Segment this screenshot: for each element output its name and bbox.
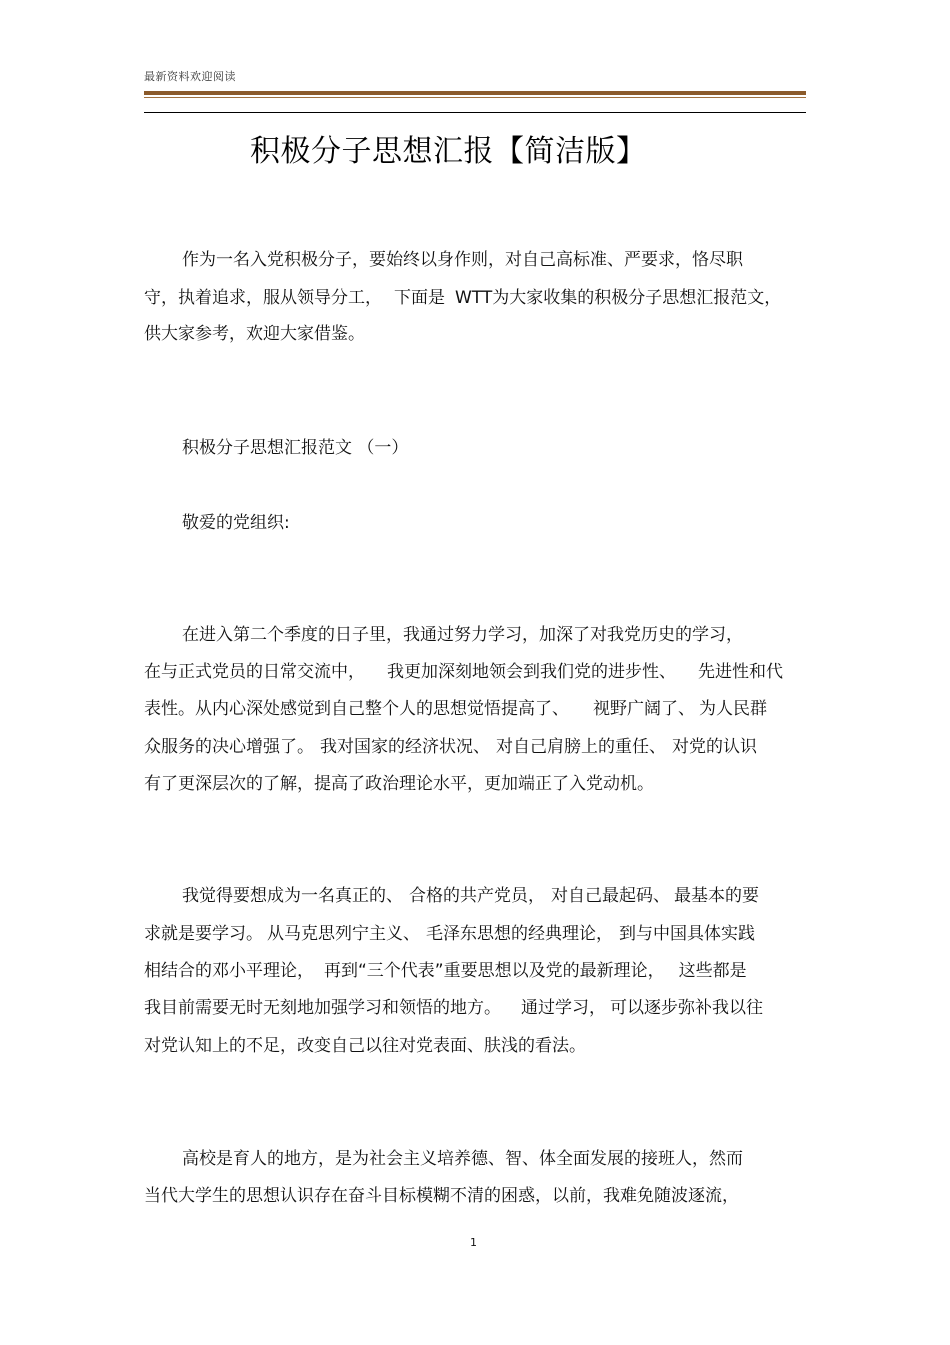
header-rule-black: [144, 112, 806, 113]
header-rule-thick: [144, 91, 806, 95]
para1-line-4-part-a: 众服务的决心增强了。: [144, 737, 314, 757]
para2-line-4-part-b: 通过学习，: [521, 998, 606, 1018]
para1-line-4-part-c: 对自己肩膀上的重任、: [496, 737, 666, 757]
salutation: 敬爱的党组织:: [182, 513, 290, 533]
para2-line-1-part-b: 合格的共产党员，: [409, 886, 545, 906]
para1-line-1: 在进入第二个季度的日子里，我通过努力学习，加深了对我党历史的学习，: [182, 625, 743, 645]
para2-line-4-part-c: 可以逐步弥补我以往: [610, 998, 763, 1018]
page-number: 1: [470, 1236, 477, 1249]
para1-line-5: 有了更深层次的了解，提高了政治理论水平，更加端正了入党动机。: [144, 774, 654, 794]
para1-line-2-part-a: 在与正式党员的日常交流中，: [144, 662, 365, 682]
para2-line-1-part-a: 我觉得要想成为一名真正的、: [182, 886, 403, 906]
para3-line-2: 当代大学生的思想认识存在奋斗目标模糊不清的困惑，以前，我难免随波逐流，: [144, 1186, 739, 1206]
para1-line-4-part-d: 对党的认识: [672, 737, 757, 757]
para2-line-1-part-c: 对自己最起码、: [551, 886, 670, 906]
intro-line-2-part-a: 守，执着追求，服从领导分工，: [144, 288, 382, 308]
intro-line-3: 供大家参考，欢迎大家借鉴。: [144, 324, 365, 344]
intro-line-2-part-c: WTT为大家收集的积极分子思想汇报范文，: [455, 288, 782, 308]
clipped-text-line: [144, 1224, 784, 1230]
document-title: 积极分子思想汇报【简洁版】: [250, 134, 647, 169]
para1-line-2-part-c: 先进性和代: [698, 662, 783, 682]
intro-line-2: [144, 288, 781, 308]
para2-line-2-part-c: 毛泽东思想的经典理论，: [426, 924, 613, 944]
para1-line-3: [144, 699, 767, 719]
para2-line-2-part-a: 求就是要学习。: [144, 924, 263, 944]
para2-line-3-part-c: 这些都是: [678, 961, 747, 981]
para1-line-3-part-c: 为人民群: [699, 699, 767, 719]
para1-line-3-part-b: 视野广阔了、: [593, 699, 695, 719]
para2-line-4-part-a: 我目前需要无时无刻地加强学习和领悟的地方。: [144, 998, 501, 1018]
para1-line-4: [144, 737, 757, 757]
section-heading: 积极分子思想汇报范文 （一）: [182, 438, 409, 458]
para2-line-1: [182, 886, 759, 906]
intro-line-2-part-b: 下面是: [394, 288, 445, 308]
para1-line-4-part-b: 我对国家的经济状况、: [320, 737, 490, 757]
para2-line-4: [144, 998, 763, 1018]
header-rule-thin: [144, 97, 806, 98]
para2-line-2-part-b: 从马克思列宁主义、: [267, 924, 420, 944]
para2-line-2-part-d: 到与中国具体实践: [619, 924, 755, 944]
header-text: 最新资料欢迎阅读: [144, 70, 236, 83]
para2-line-5: 对党认知上的不足，改变自己以往对党表面、肤浅的看法。: [144, 1036, 586, 1056]
para2-line-1-part-d: 最基本的要: [674, 886, 759, 906]
para3-line-1: 高校是育人的地方，是为社会主义培养德、智、体全面发展的接班人，然而: [182, 1149, 743, 1169]
para2-line-3: [144, 961, 747, 981]
para2-line-3-part-b: 再到“三个代表”重要思想以及党的最新理论，: [324, 961, 665, 981]
para1-line-3-part-a: 表性。从内心深处感觉到自己整个人的思想觉悟提高了、: [144, 699, 569, 719]
para2-line-3-part-a: 相结合的邓小平理论，: [144, 961, 314, 981]
para1-line-2: [144, 662, 783, 682]
para1-line-2-part-b: 我更加深刻地领会到我们党的进步性、: [387, 662, 676, 682]
intro-line-1: 作为一名入党积极分子，要始终以身作则，对自己高标准、严要求，恪尽职: [182, 250, 743, 270]
para2-line-2: [144, 924, 755, 944]
